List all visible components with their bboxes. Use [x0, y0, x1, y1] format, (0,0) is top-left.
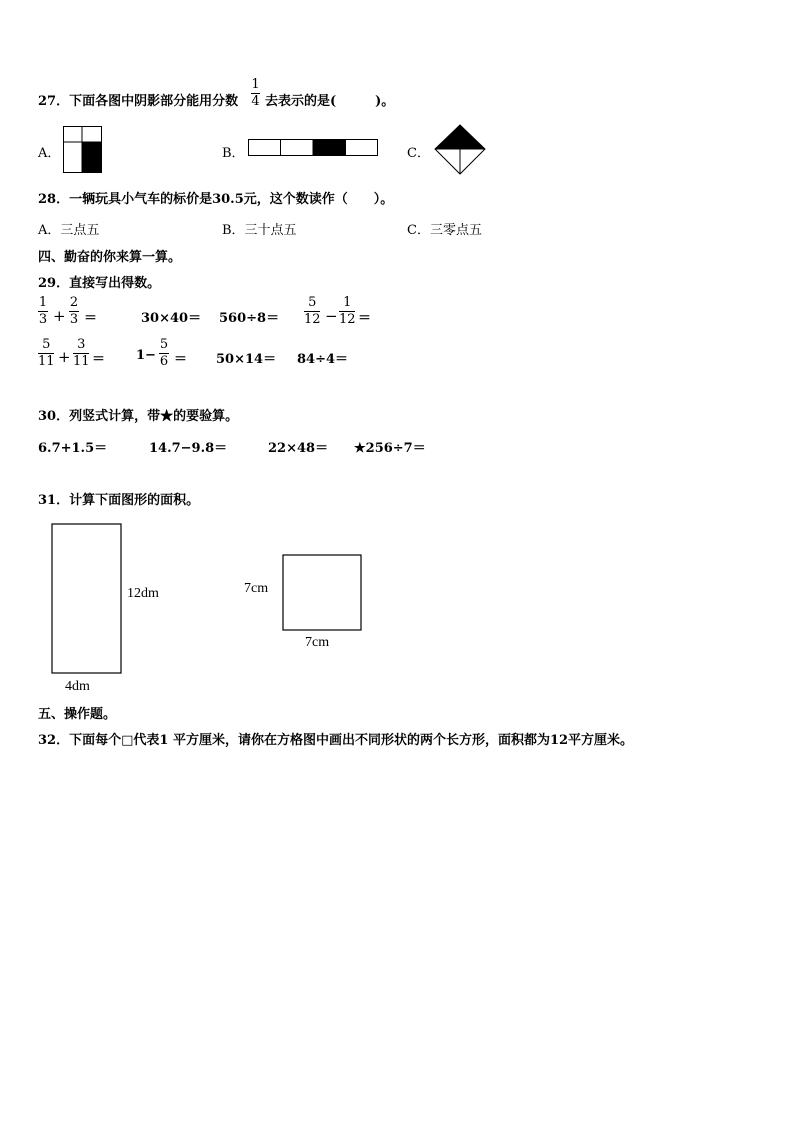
q29-r2-expr3: 50×14＝ [216, 352, 277, 367]
q27-option-c-label: C． [407, 146, 430, 161]
q29-r1-frac1-den: 3 [38, 312, 48, 327]
q27-figure-a [63, 126, 103, 174]
q27-frac-num: 1 [251, 77, 260, 92]
q29-r1-frac3-den: 12 [304, 312, 321, 327]
q29-r2-op1: + [58, 348, 71, 366]
q31-square [282, 554, 363, 632]
q27-fraction [251, 78, 260, 109]
q29-r1-eq2: ＝ [358, 311, 372, 326]
q29-r2-frac1-den: 11 [38, 354, 55, 369]
q29-r1-op2: − [325, 307, 338, 325]
q29-r2-frac1-num: 5 [42, 337, 51, 352]
q28-option-c: C．三零点五 [407, 223, 482, 238]
q30-expr3: 22×48＝ [268, 441, 329, 456]
q29-r2-frac2 [73, 338, 90, 369]
q29-r2-frac1 [38, 338, 55, 369]
q28-stem: 28．一辆玩具小气车的标价是30.5元，这个数读作（ ）。 [38, 192, 394, 207]
q29-r1-frac3-num: 5 [308, 295, 317, 310]
q29-r1-expr3: 560÷8＝ [219, 311, 280, 326]
q29-r2-frac3-num: 5 [159, 337, 169, 352]
q29-r1-expr2: 30×40＝ [141, 311, 202, 326]
q31-square-left-label: 7cm [244, 581, 269, 596]
q27-figure-c [433, 124, 487, 176]
q29-r2-expr4: 84÷4＝ [297, 352, 349, 367]
q29-r2-frac3 [159, 338, 169, 369]
q27-frac-den: 4 [251, 94, 260, 109]
q31-rect-width-label: 4dm [65, 679, 90, 694]
q27-option-b-label: B． [222, 146, 245, 161]
q29-r1-frac2-den: 3 [69, 312, 79, 327]
q29-r1-frac3 [304, 296, 321, 327]
q29-r2-eq2: ＝ [174, 352, 188, 367]
q30-expr2: 14.7−9.8＝ [149, 441, 228, 456]
q29-r1-frac4-num: 1 [343, 295, 352, 310]
q29-r2-frac3-den: 6 [159, 354, 169, 369]
q29-r1-frac2-num: 2 [69, 295, 79, 310]
q29-r2-eq1: ＝ [92, 352, 106, 367]
q31-rect-height-label: 12dm [127, 586, 159, 601]
q32-stem: 32．下面每个□代表1 平方厘米，请你在方格图中画出不同形状的两个长方形，面积都为12平方厘米。 [38, 733, 634, 748]
q29-r1-frac4 [339, 296, 356, 327]
q27-suffix: 去表示的是( )。 [265, 94, 395, 109]
q31-square-bottom-label: 7cm [305, 635, 330, 650]
section-4-heading: 四、勤奋的你来算一算。 [38, 250, 182, 265]
q29-r2-frac2-den: 11 [73, 354, 90, 369]
q29-r1-op1: + [53, 307, 66, 325]
q27-option-a-label: A． [38, 146, 61, 161]
q28-option-a: A．三点五 [38, 223, 100, 238]
q27-figure-b [248, 139, 380, 157]
q27-stem [38, 90, 238, 109]
q28-option-b: B．三十点五 [222, 223, 297, 238]
q29-title: 29．直接写出得数。 [38, 276, 161, 291]
q30-title: 30．列竖式计算，带★的要验算。 [38, 409, 239, 424]
q29-r1-frac1-num: 1 [38, 295, 48, 310]
q29-r1-frac2 [69, 296, 79, 327]
q31-rectangle [51, 523, 123, 675]
q29-r1-frac4-den: 12 [339, 312, 356, 327]
q29-r2-frac2-num: 3 [77, 337, 86, 352]
q29-r1-eq1: ＝ [84, 311, 98, 326]
q29-r1-frac1 [38, 296, 48, 327]
q27-prefix: 27．下面各图中阴影部分能用分数 [38, 94, 239, 109]
q30-expr1: 6.7+1.5＝ [38, 441, 108, 456]
q30-expr4: ★256÷7＝ [354, 441, 426, 456]
q31-title: 31．计算下面图形的面积。 [38, 493, 200, 508]
q29-r2-pre: 1− [136, 348, 156, 363]
section-5-heading: 五、操作题。 [38, 707, 117, 722]
